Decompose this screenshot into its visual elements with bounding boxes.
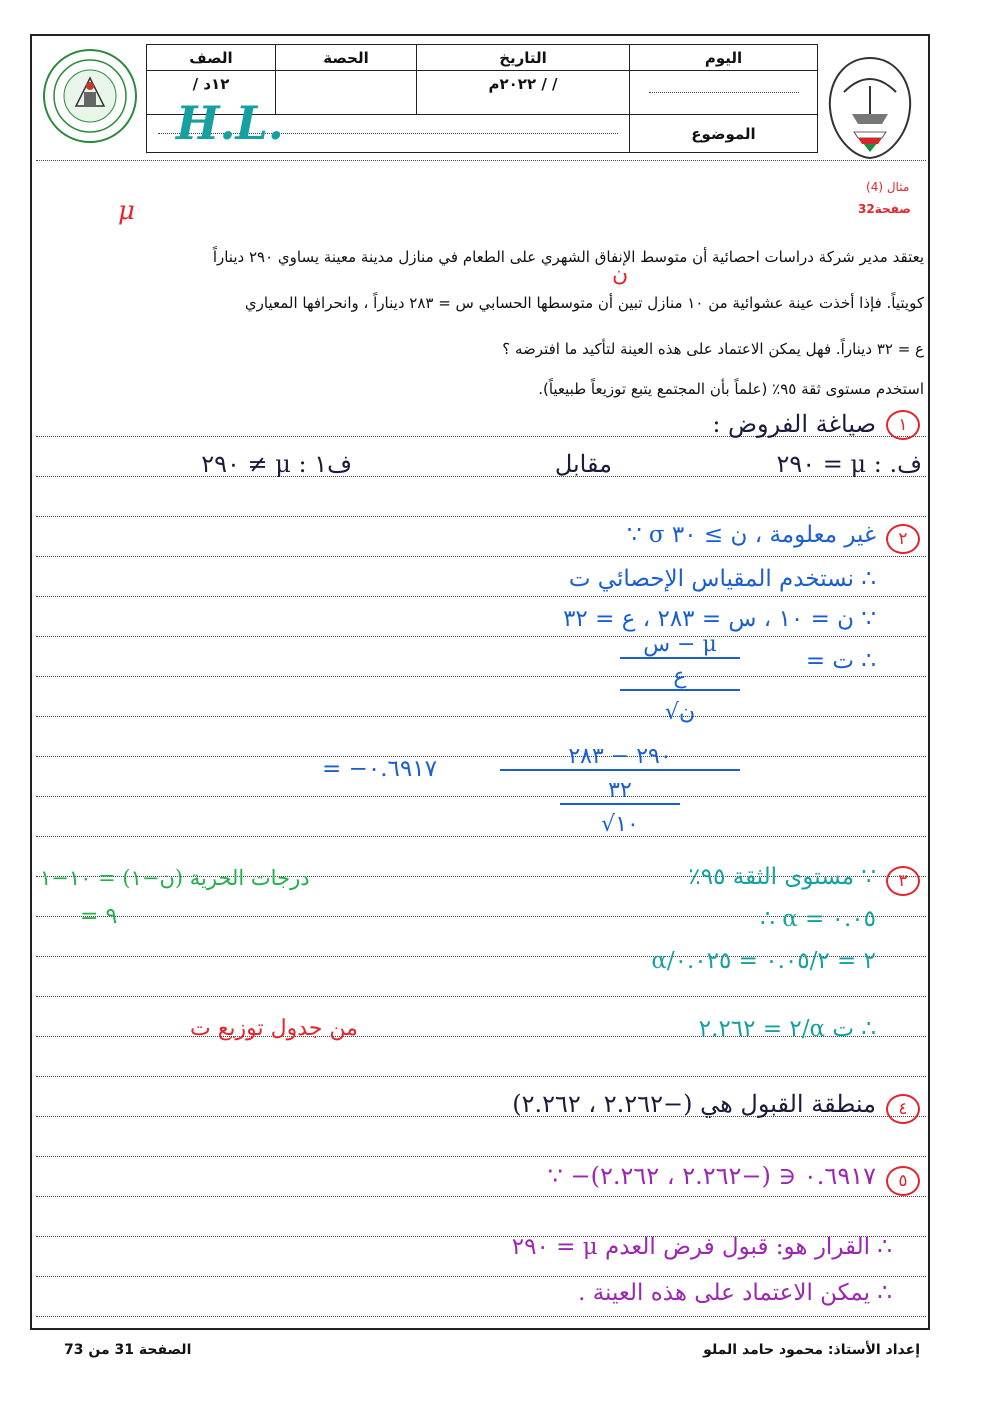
- writing-line: [36, 556, 926, 557]
- writing-line: [36, 636, 926, 637]
- step-2-formula-den-bottom: √ن: [664, 700, 696, 725]
- problem-line-2: كويتياً. فإذا أخذت عينة عشوائية من ١٠ منازل تبين أن متوسطها الحسابي س = ٢٨٣ ديناراً ، وانحرافها المعياري: [244, 294, 924, 312]
- step-2-formula-numerator: س − μ: [620, 632, 740, 659]
- writing-line: [36, 1196, 926, 1197]
- step-1-h1: ف١ : μ ≠ ٢٩٠: [201, 450, 352, 478]
- subject-label: الموضوع: [630, 115, 818, 153]
- step-3-half-alpha: α/٢ = ٠.٠٥/٢ = ٠.٠٢٥: [651, 948, 876, 974]
- step-4-number: ٤: [886, 1094, 920, 1124]
- writing-line: [36, 516, 926, 517]
- period-header: الحصة: [276, 45, 417, 71]
- step-3-degrees-freedom-value: = ٩: [80, 904, 118, 929]
- day-header: اليوم: [630, 45, 818, 71]
- step-1-number: ١: [886, 410, 920, 440]
- step-5-decision: ∴ القرار هو: قبول فرض العدم μ = ٢٩٠: [511, 1234, 892, 1260]
- writing-line: [36, 756, 926, 757]
- step-2-formula-label: ∴ ت =: [805, 648, 876, 674]
- footer-author: إعداد الأستاذ: محمود حامد الملو: [703, 1342, 920, 1358]
- step-3-table-note: من جدول توزيع ت: [190, 1016, 358, 1041]
- writing-line: [36, 1156, 926, 1157]
- step-2-condition: ∵ σ غير معلومة ، ن ≥ ٣٠: [626, 522, 876, 548]
- step-2-formula-den-top: ع: [620, 664, 740, 691]
- state-emblem-icon: [824, 52, 916, 162]
- step-3-alpha: ∴ α = ٠.٠٥: [760, 906, 876, 932]
- header-divider: [36, 160, 926, 161]
- writing-line: [36, 996, 926, 997]
- problem-line-4: استخدم مستوى ثقة ٩٥٪ (علماً بأن المجتمع يتبع توزيعاً طبيعياً).: [538, 380, 924, 398]
- step-3-degrees-freedom: درجات الحرية (ن−١) = ١٠−١: [40, 866, 310, 890]
- problem-line-1: يعتقد مدير شركة دراسات احصائية أن متوسط الإنفاق الشهري على الطعام في منازل مدينة معينة يساوي ٢٩٠ ديناراً: [212, 248, 924, 266]
- handwritten-tag: H.L.: [176, 96, 284, 150]
- footer-page-number: الصفحة 31 من 73: [64, 1342, 192, 1358]
- step-1-h0: ف. : μ = ٢٩٠: [776, 450, 922, 478]
- problem-line-3: ع = ٣٢ ديناراً. فهل يمكن الاعتماد على هذه العينة لتأكيد ما افترضه ؟: [502, 340, 924, 358]
- step-2-calc-den-bottom: √١٠: [601, 812, 639, 837]
- period-value: [276, 71, 417, 115]
- date-header: التاريخ: [417, 45, 630, 71]
- day-value: [630, 71, 818, 115]
- page-frame: [30, 34, 930, 1330]
- writing-line: [36, 836, 926, 837]
- step-2-statistic: ∴ نستخدم المقياس الإحصائي ت: [568, 566, 876, 592]
- step-2-result: = −٠.٦٩١٧: [322, 756, 437, 782]
- writing-line: [36, 676, 926, 677]
- step-3-number: ٣: [886, 866, 920, 896]
- writing-line: [36, 796, 926, 797]
- step-2-given: ∵ ن = ١٠ ، س = ٢٨٣ ، ع = ٣٢: [563, 606, 876, 632]
- writing-line: [36, 596, 926, 597]
- writing-line: [36, 1076, 926, 1077]
- step-1-vs: مقابل: [554, 450, 612, 478]
- date-value: / / ٢٠٢٢م: [417, 71, 630, 115]
- annotation-mu: μ: [118, 196, 135, 226]
- writing-line: [36, 716, 926, 717]
- step-5-number: ٥: [886, 1166, 920, 1196]
- step-2-calc-den-top: ٣٢: [560, 778, 680, 805]
- step-5-conclusion: ∴ يمكن الاعتماد على هذه العينة .: [578, 1280, 892, 1306]
- step-3-confidence: ∵ مستوى الثقة ٩٥٪: [688, 864, 876, 890]
- step-2-number: ٢: [886, 524, 920, 554]
- example-page: صفحة32: [858, 202, 911, 216]
- writing-line: [36, 1276, 926, 1277]
- annotation-n: ن: [612, 262, 629, 287]
- class-value: ١٢د /: [147, 71, 276, 115]
- step-5-membership: ∵ −٠.٦٩١٧ ∈ (−٢.٢٦٢ ، ٢.٢٦٢): [547, 1162, 876, 1190]
- step-3-critical-value: ∴ ت α/٢ = ٢.٢٦٢: [698, 1016, 876, 1042]
- step-4-acceptance-region: منطقة القبول هي (−٢.٢٦٢ ، ٢.٢٦٢): [512, 1090, 876, 1118]
- school-seal-icon: [42, 48, 138, 144]
- writing-line: [36, 1316, 926, 1317]
- step-1-title: صياغة الفروض :: [712, 410, 876, 438]
- step-2-calc-numerator: ٢٩٠ − ٢٨٣: [500, 744, 740, 771]
- class-header: الصف: [147, 45, 276, 71]
- example-label: مثال (4): [866, 180, 910, 194]
